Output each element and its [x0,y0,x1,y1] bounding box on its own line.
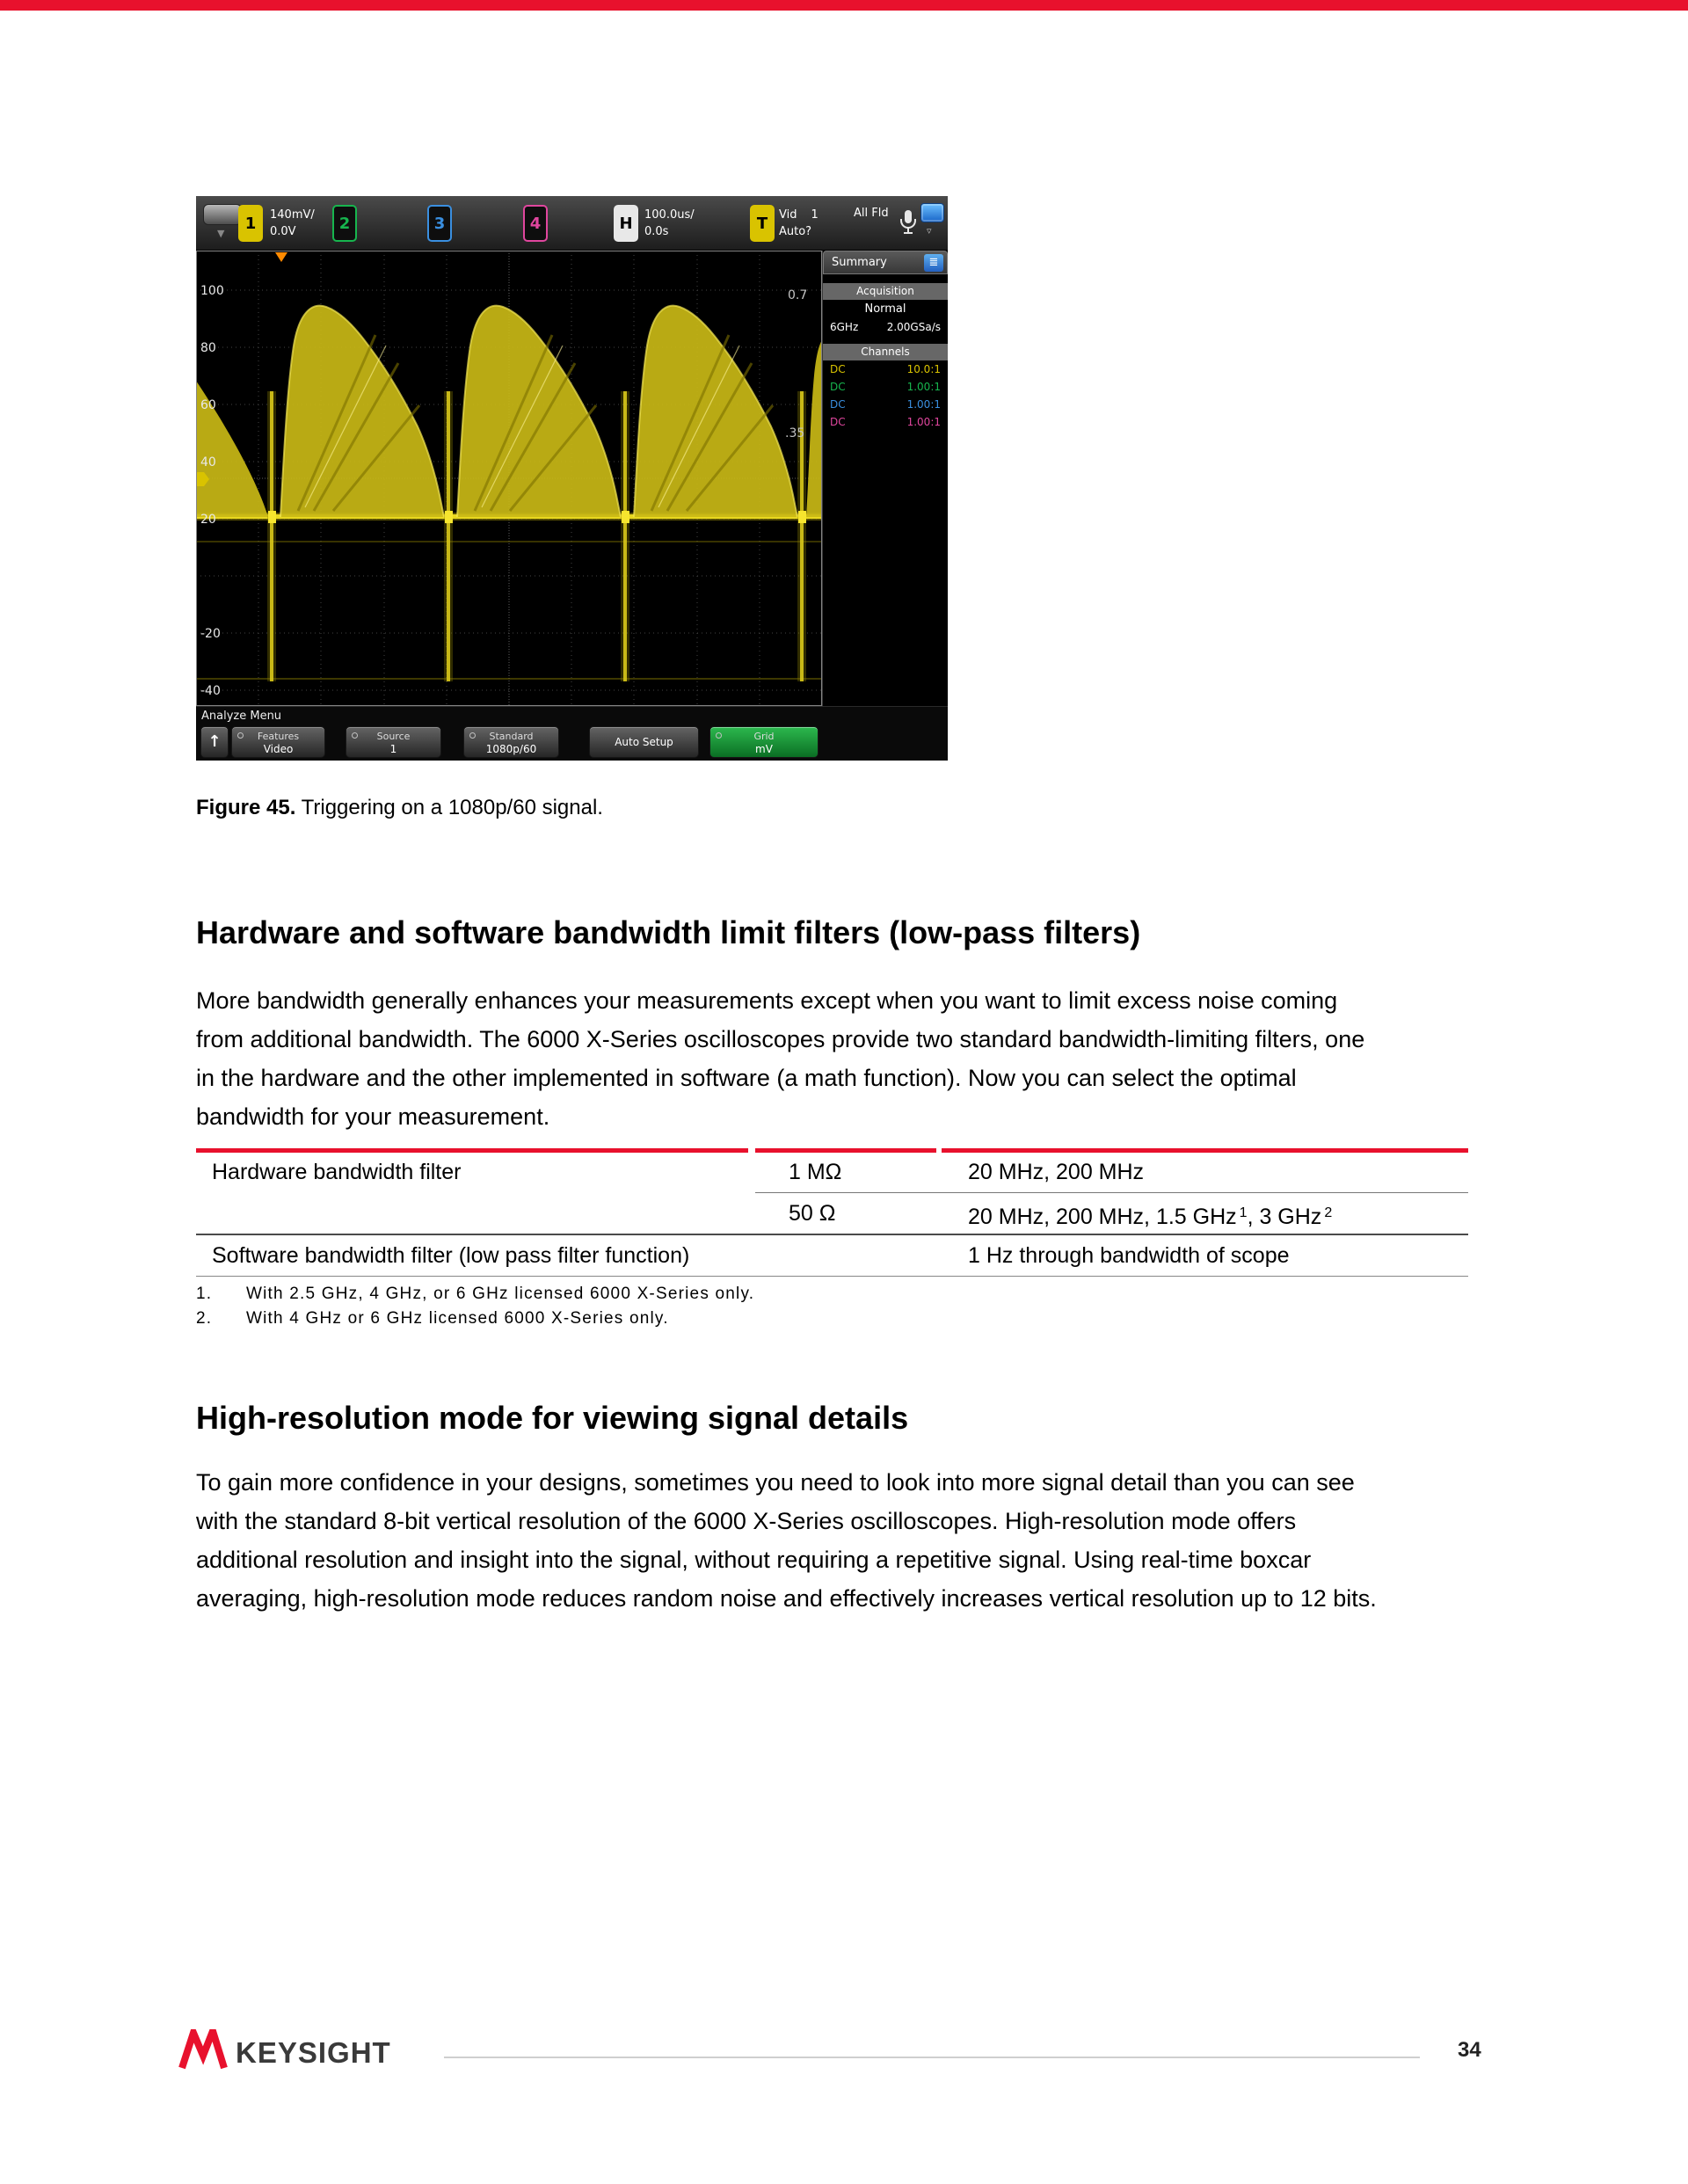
channels-section-header: Channels [823,344,948,360]
trigger-mode: Vid [779,208,797,222]
channel-4-button[interactable]: 4 [523,205,548,242]
footnote-2-number: 2. [196,1309,213,1328]
softkey-features[interactable] [231,726,325,758]
table-cell-hw-bandwidths-1: 20 MHz, 200 MHz [968,1160,1145,1184]
scope-status-bar [196,196,948,251]
softkey-standard-label: Standard [489,731,534,742]
menu-back-button[interactable] [200,726,229,758]
softkey-source-label: Source [376,731,411,742]
figure-caption [196,796,603,820]
table-cell-impedance-1mohm: 1 MΩ [789,1160,842,1184]
softkey-indicator-icon [237,732,244,739]
waveform-display [196,251,822,706]
softkey-source[interactable] [346,726,441,758]
acquisition-rate-row [823,318,948,336]
softkey-indicator-icon [716,732,722,739]
svg-text:0.7: 0.7 [788,288,808,302]
softkey-indicator-icon [469,732,476,739]
table-divider [196,1276,1468,1277]
table-divider [755,1192,942,1193]
channel-1-probe: 10.0:1 [906,363,941,375]
up-arrow-icon: ↑ [207,732,222,751]
footnote-2-text: With 4 GHz or 6 GHz licensed 6000 X-Series only. [246,1309,669,1328]
softkey-indicator-icon [352,732,358,739]
microphone-icon [898,208,919,237]
chevron-down-icon: ▼ [217,228,225,239]
footnote-ref-2: 2 [1324,1205,1333,1220]
softkey-features-label: Features [257,731,300,742]
page-number: 34 [1458,2038,1481,2062]
channel-2-summary-row [823,378,948,396]
svg-text:-40: -40 [200,684,221,698]
oscilloscope-screenshot [196,196,948,761]
hw-bandwidths-2-text: 20 MHz, 200 MHz, 1.5 GHz [968,1205,1237,1229]
trigger-button[interactable]: T [750,205,775,242]
bandwidth-filter-table [196,1148,1468,1277]
table-cell-hw-bandwidths-2 [968,1193,1332,1234]
channel-4-coupling: DC [830,416,846,428]
timebase-readout [644,207,695,240]
summary-menu-icon[interactable]: ≣ [924,254,943,272]
auto-indicator-icon: ▿ [927,225,932,237]
channel-1-coupling: DC [830,363,846,375]
trigger-readout [779,207,819,240]
svg-text:100: 100 [200,284,224,298]
scope-menu-pill-button[interactable] [203,204,242,225]
svg-text:20: 20 [200,513,216,527]
waveform-graticule [196,251,822,706]
keysight-logo-icon [178,2029,228,2070]
softkey-menu-bar [196,706,948,761]
section-body-bandwidth-filters: More bandwidth generally enhances your measurements except when you want to limit excess noise coming from additional bandwidth. The 6000 X-Series oscilloscopes provide two standard bandwidth-limiting filters, one in the hardware and the other implemented in software (a math function). Now you can select the optimal bandwidth for your measurement. [196,987,1365,1130]
figure-caption-text: Triggering on a 1080p/60 signal. [295,796,603,819]
timebase-scale: 100.0us/ [644,208,695,222]
section-title-bandwidth-filters: Hardware and software bandwidth limit filters (low-pass filters) [196,914,1141,950]
channel-3-coupling: DC [830,398,846,411]
figure-caption-label: Figure 45. [196,796,296,819]
hw-bandwidths-2-text-b: , 3 GHz [1247,1205,1322,1229]
channel-4-probe: 1.00:1 [906,416,941,428]
channel-3-summary-row [823,396,948,413]
svg-text:80: 80 [200,341,216,355]
footnote-1-number: 1. [196,1285,213,1303]
table-accent-bar [755,1148,936,1153]
channel-3-probe: 1.00:1 [906,398,941,411]
acquisition-sample-rate: 2.00GSa/s [886,321,941,333]
channel-1-readout [270,207,315,240]
page-top-accent-bar [0,0,1688,11]
softkey-source-value: 1 [389,743,397,755]
channel-4-summary-row [823,413,948,431]
trigger-source: 1 [811,208,819,222]
svg-text:.35: .35 [785,426,805,440]
footnote-2 [196,1307,754,1331]
channel-1-summary-row [823,360,948,378]
touchscreen-button[interactable] [920,203,944,222]
trigger-status: Auto? [779,225,812,238]
softkey-grid[interactable] [709,726,819,758]
channel-2-probe: 1.00:1 [906,381,941,393]
trigger-field-mode: All Fld [854,207,889,220]
softkey-auto-setup[interactable] [589,726,699,758]
channel-3-button[interactable]: 3 [427,205,452,242]
summary-title: Summary [832,256,887,269]
acquisition-bandwidth: 6GHz [830,321,859,333]
channel-2-coupling: DC [830,381,846,393]
softkey-standard[interactable] [463,726,559,758]
channel-2-button[interactable]: 2 [332,205,357,242]
softkey-grid-label: Grid [753,731,775,742]
softkey-standard-value: 1080p/60 [485,743,537,755]
footnote-ref-1: 1 [1239,1205,1248,1220]
section-body-high-resolution: To gain more confidence in your designs, sometimes you need to look into more signal detail than you can see with the standard 8-bit vertical resolution of the 6000 X-Series oscilloscopes. High-resolution mode offers additional resolution and insight into the signal, without requiring a repetitive signal. Using real-time boxcar averaging, high-resolution mode reduces random noise and effectively increases vertical resolution up to 12 bits. [196,1469,1377,1612]
footnote-1-text: With 2.5 GHz, 4 GHz, or 6 GHz licensed 6000 X-Series only. [246,1285,755,1303]
svg-text:40: 40 [200,455,216,470]
footer-divider [444,2057,1420,2058]
softkey-grid-value: mV [755,743,773,755]
section-title-high-resolution: High-resolution mode for viewing signal details [196,1400,909,1436]
summary-title-bar [823,251,948,274]
svg-text:60: 60 [200,398,216,412]
softkey-features-value: Video [263,743,294,755]
channel-1-scale: 140mV/ [270,208,315,222]
keysight-logo-text: KEYSIGHT [236,2036,391,2069]
horizontal-button[interactable]: H [614,205,638,242]
acquisition-mode: Normal [864,302,906,316]
table-cell-hardware-filter: Hardware bandwidth filter [212,1160,462,1184]
table-cell-impedance-50ohm: 50 Ω [789,1201,836,1226]
acquisition-section-header: Acquisition [823,283,948,300]
menu-title: Analyze Menu [201,710,282,723]
softkey-auto-setup-label: Auto Setup [615,736,673,748]
table-cell-sw-bandwidth: 1 Hz through bandwidth of scope [968,1243,1290,1268]
svg-text:-20: -20 [200,627,221,641]
channel-1-button[interactable]: 1 [238,205,263,242]
summary-panel [822,251,948,706]
table-cell-software-filter: Software bandwidth filter (low pass filter function) [212,1243,690,1268]
table-footnotes [196,1282,754,1331]
channel-1-offset: 0.0V [270,225,296,238]
timebase-delay: 0.0s [644,225,669,238]
footnote-1 [196,1282,754,1307]
